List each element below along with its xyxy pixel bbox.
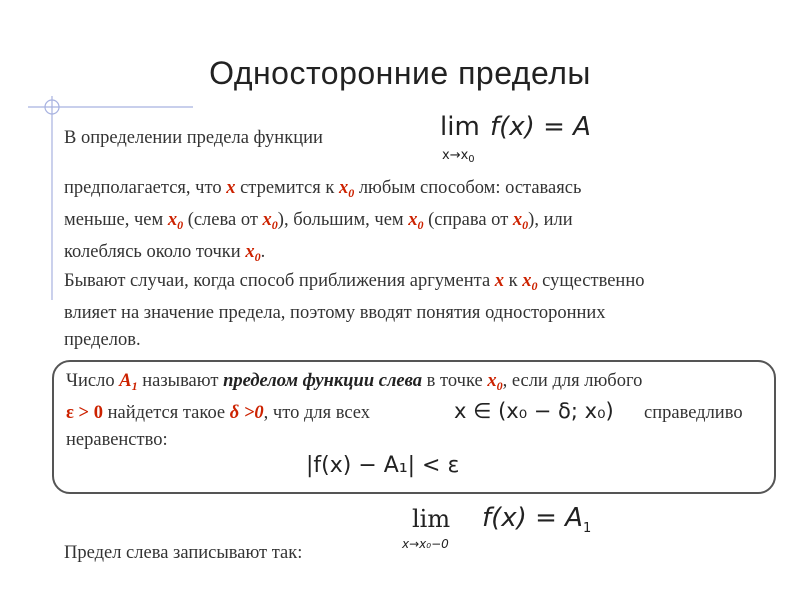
p2-line-2: влияет на значение предела, поэтому вводят понятия односторонних <box>64 303 606 323</box>
p2-line-1: Бывают случаи, когда способ приближения аргумента x к $x_0$ существенно <box>64 271 645 293</box>
paragraph-2 <box>64 268 784 354</box>
p1-line-1: предполагается, что x стремится к $x_0$ любым способом: оставаясь <box>64 178 582 200</box>
p1-line-3: колеблясь около точки $x_0$. <box>64 242 266 264</box>
limit-expression: f(x) = A <box>490 112 591 142</box>
definition-text <box>66 368 771 454</box>
slide-title: Односторонние пределы <box>209 55 591 91</box>
lim-subscript: $x\to x_0$ <box>442 148 475 165</box>
interval-formula: x ∈ (x₀ − δ; x₀) <box>454 399 614 423</box>
p1-line-2: меньше, чем $x_0$ (слева от $x_0$), большим, чем $x_0$ (справа от $x_0$), или <box>64 210 573 232</box>
lim-subscript-2: x→x₀−0 <box>402 537 449 551</box>
paragraph-1 <box>64 175 764 271</box>
def-line-2: ε > 0 найдется такое δ >0, что для всех x ∈ (x₀ − δ; x₀) справедливо <box>66 399 743 423</box>
def-line-1: Число $A_1$ называют пределом функции слева в точке $x_0$, если для любого <box>66 371 643 393</box>
lim-word: lim <box>440 112 480 142</box>
def-line-3: неравенство: <box>66 430 168 450</box>
lim-word-2: lim <box>412 505 451 533</box>
epsilon-condition: ε > 0 <box>66 403 103 423</box>
p2-line-3: пределов. <box>64 330 141 350</box>
intro-text: В определении предела функции <box>64 128 323 148</box>
defined-term: пределом функции слева <box>223 371 423 391</box>
left-limit-expression: $f(x) = A_1$ <box>482 503 592 536</box>
inequality-formula: |f(x) − A₁| < ε <box>306 453 460 478</box>
outro-text: Предел слева записывают так: <box>64 543 303 563</box>
delta-condition: δ >0 <box>229 403 264 423</box>
